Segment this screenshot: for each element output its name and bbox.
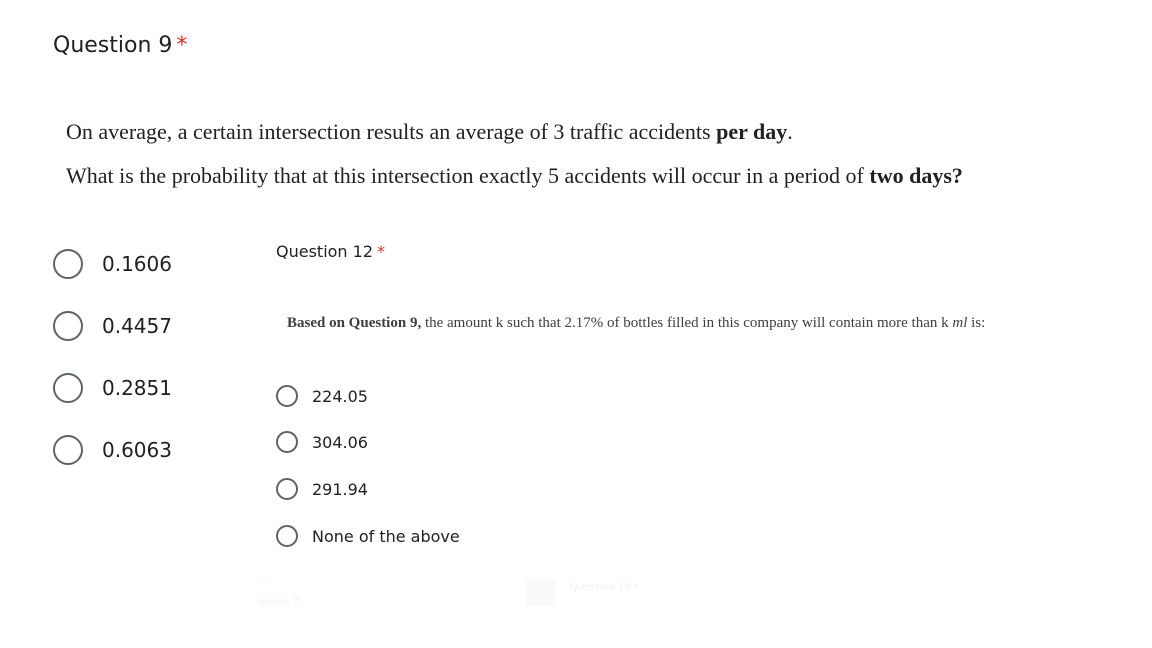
question-9-emphasis: per day bbox=[716, 119, 788, 144]
question-9-option-3[interactable] bbox=[53, 373, 172, 403]
question-12-option-4[interactable] bbox=[276, 525, 460, 547]
question-9-prompt bbox=[66, 162, 966, 190]
option-label: 0.4457 bbox=[102, 314, 172, 338]
question-9-title-text: Question 9 bbox=[53, 33, 173, 58]
radio-button[interactable] bbox=[276, 478, 298, 500]
option-label: None of the above bbox=[312, 526, 460, 546]
question-9-option-1[interactable] bbox=[53, 249, 172, 279]
question-12-option-3[interactable] bbox=[276, 478, 368, 500]
question-9-title bbox=[53, 33, 187, 58]
question-9-prompt-text: What is the probability that at this intersection exactly 5 accidents will occur in a period of bbox=[66, 163, 870, 188]
option-label: 224.05 bbox=[312, 386, 368, 406]
faint-text: --- bbox=[258, 575, 269, 586]
question-9-prompt-emphasis: two days? bbox=[869, 163, 963, 188]
question-9-statement bbox=[66, 119, 793, 145]
question-12-title bbox=[276, 242, 385, 261]
radio-button[interactable] bbox=[276, 431, 298, 453]
faint-thumbnail bbox=[526, 580, 556, 606]
question-9-statement-end: . bbox=[787, 119, 793, 144]
question-9-option-2[interactable] bbox=[53, 311, 172, 341]
question-9-option-4[interactable] bbox=[53, 435, 172, 465]
question-12-option-2[interactable] bbox=[276, 431, 368, 453]
question-12-text-part1: the amount k such that 2.17% of bottles filled in this company will contain more than k bbox=[421, 315, 953, 331]
question-12-statement bbox=[287, 308, 987, 339]
question-12-title-text: Question 12 bbox=[276, 242, 374, 261]
faint-text: bonne 7 bbox=[258, 597, 299, 608]
radio-button[interactable] bbox=[276, 525, 298, 547]
required-asterisk: * bbox=[176, 33, 188, 58]
radio-button[interactable] bbox=[276, 385, 298, 407]
radio-button[interactable] bbox=[53, 249, 83, 279]
option-label: 291.94 bbox=[312, 479, 368, 499]
question-12-text-part2: is: bbox=[967, 315, 986, 331]
option-label: 0.6063 bbox=[102, 438, 172, 462]
option-label: 0.1606 bbox=[102, 252, 172, 276]
radio-button[interactable] bbox=[53, 435, 83, 465]
question-12-reference: Based on Question 9, bbox=[287, 315, 422, 331]
required-asterisk: * bbox=[377, 242, 386, 261]
question-12-unit: ml bbox=[952, 315, 968, 331]
option-label: 0.2851 bbox=[102, 376, 172, 400]
question-9-statement-text: On average, a certain intersection results an average of 3 traffic accidents bbox=[66, 119, 717, 144]
option-label: 304.06 bbox=[312, 432, 368, 452]
radio-button[interactable] bbox=[53, 311, 83, 341]
faint-text: Question 10 * bbox=[570, 582, 639, 593]
radio-button[interactable] bbox=[53, 373, 83, 403]
question-12-option-1[interactable] bbox=[276, 385, 368, 407]
